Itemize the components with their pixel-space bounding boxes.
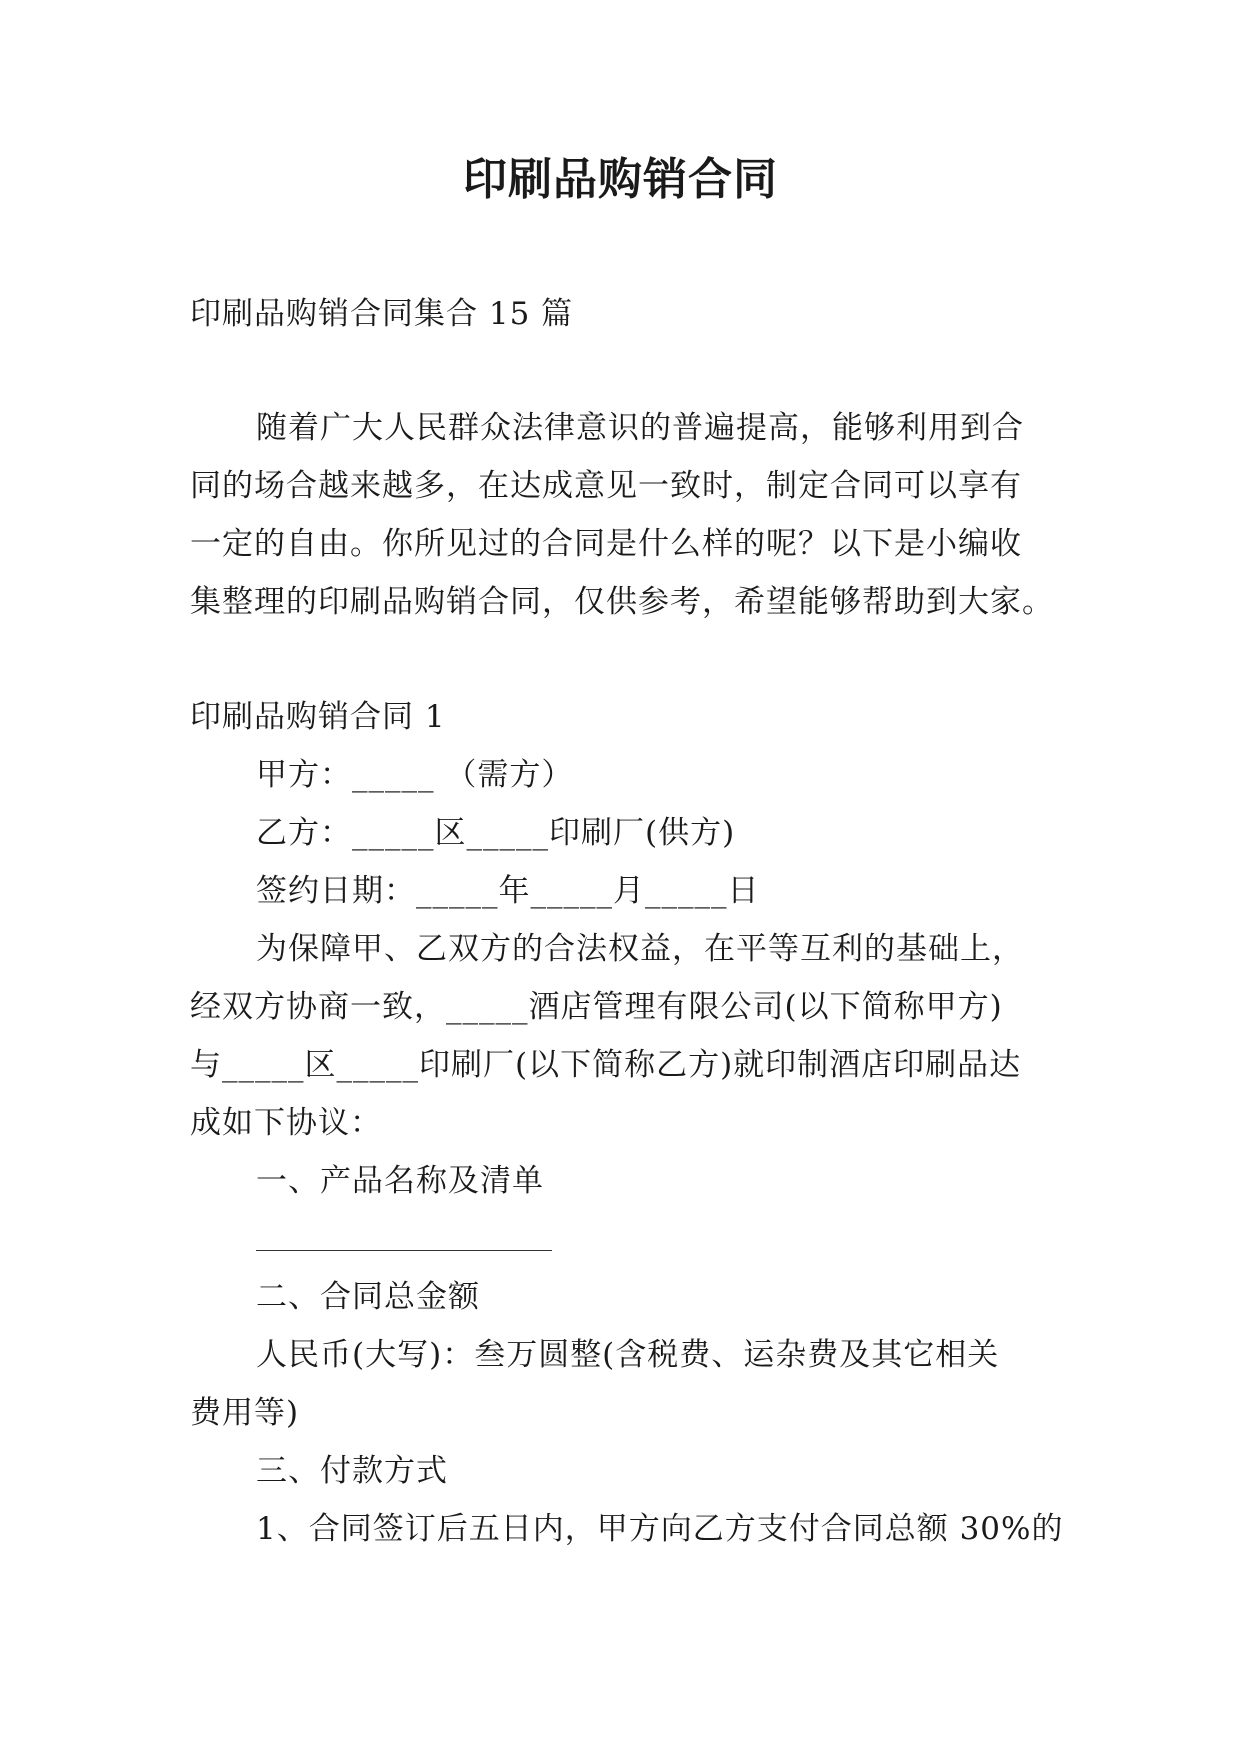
intro-line-3: 一定的自由。你所见过的合同是什么样的呢？以下是小编收 xyxy=(190,526,1022,562)
preamble-line-4: 成如下协议： xyxy=(190,1105,382,1141)
preamble-line-3: 与_____区_____印刷厂(以下简称乙方)就印制酒店印刷品达 xyxy=(190,1047,1022,1083)
intro-line-2: 同的场合越来越多，在达成意见一致时，制定合同可以享有 xyxy=(190,468,1022,504)
party-a-line: 甲方：_____ （需方） xyxy=(256,757,574,793)
clause-3-heading: 三、付款方式 xyxy=(256,1453,448,1489)
document-subtitle: 印刷品购销合同集合 15 篇 xyxy=(190,296,574,332)
section-heading: 印刷品购销合同 1 xyxy=(190,699,446,735)
intro-line-4: 集整理的印刷品购销合同，仅供参考，希望能够帮助到大家。 xyxy=(190,584,1054,620)
clause-2-body-line-1: 人民币(大写)：叁万圆整(含税费、运杂费及其它相关 xyxy=(256,1337,1000,1373)
clause-3-item-1: 1、合同签订后五日内，甲方向乙方支付合同总额 30%的 xyxy=(256,1511,1064,1547)
party-b-line: 乙方：_____区_____印刷厂(供方) xyxy=(256,815,736,851)
clause-1-heading: 一、产品名称及清单 xyxy=(256,1163,544,1199)
document-title: 印刷品购销合同 xyxy=(463,154,778,205)
preamble-line-1: 为保障甲、乙双方的合法权益，在平等互利的基础上， xyxy=(256,931,1024,967)
blank-fill-line xyxy=(256,1250,552,1251)
intro-line-1: 随着广大人民群众法律意识的普遍提高，能够利用到合 xyxy=(256,410,1024,446)
sign-date-line: 签约日期：_____年_____月_____日 xyxy=(256,873,760,909)
clause-2-heading: 二、合同总金额 xyxy=(256,1279,480,1315)
preamble-line-2: 经双方协商一致，_____酒店管理有限公司(以下简称甲方) xyxy=(190,989,1003,1025)
clause-2-body-line-2: 费用等) xyxy=(190,1395,300,1431)
